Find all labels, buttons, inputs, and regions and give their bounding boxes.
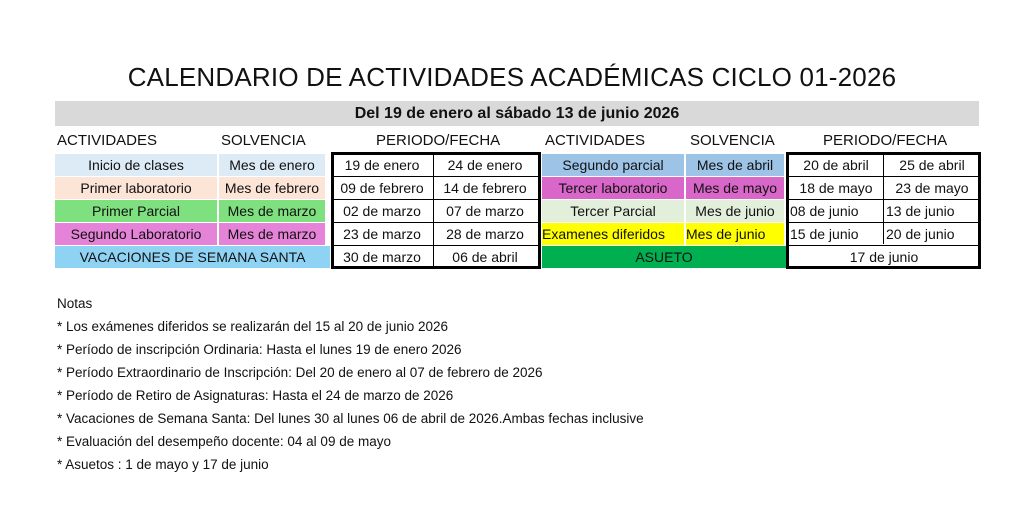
note-item: * Asuetos : 1 de mayo y 17 de junio: [57, 457, 269, 472]
date-start-cell: 19 de enero: [344, 157, 420, 173]
date-start-cell: 08 de junio: [790, 203, 859, 219]
solvencia-cell: Mes de marzo: [219, 200, 325, 222]
solvencia-cell: Mes de marzo: [219, 223, 325, 245]
vacaciones-end-cell: 06 de abril: [452, 249, 518, 265]
header-actividades-right: ACTIVIDADES: [545, 132, 646, 149]
grid-line: [786, 245, 981, 246]
date-end-cell: 14 de febrero: [443, 180, 527, 196]
grid-line: [331, 199, 541, 200]
activity-cell: Primer Parcial: [55, 200, 217, 222]
date-end-cell: 23 de mayo: [895, 180, 969, 196]
notes-heading: Notas: [57, 296, 93, 311]
activity-cell: Examenes diferidos: [542, 223, 684, 245]
grid-line: [433, 152, 434, 269]
note-item: * Período Extraordinario de Inscripción: Del 20 de enero al 07 de febrero de 2026: [57, 365, 543, 380]
note-item: * Período de inscripción Ordinaria: Hasta el lunes 19 de enero 2026: [57, 342, 462, 357]
vacaciones-start-cell: 30 de marzo: [343, 249, 421, 265]
grid-line: [331, 176, 541, 177]
date-end-cell: 28 de marzo: [446, 226, 524, 242]
date-start-cell: 18 de mayo: [799, 180, 873, 196]
date-start-cell: 09 de febrero: [340, 180, 424, 196]
activity-cell: Segundo parcial: [542, 154, 684, 176]
grid-line: [331, 245, 541, 246]
note-item: * Vacaciones de Semana Santa: Del lunes 30 al lunes 06 de abril de 2026.Ambas fechas inclusive: [57, 411, 644, 426]
solvencia-cell: Mes de enero: [219, 154, 325, 176]
vacaciones-cell: VACACIONES DE SEMANA SANTA: [55, 246, 330, 268]
page-title: CALENDARIO DE ACTIVIDADES ACADÉMICAS CICLO 01-2026: [127, 62, 897, 92]
note-item: * Evaluación del desempeño docente: 04 al 09 de mayo: [57, 434, 391, 449]
header-solvencia-right: SOLVENCIA: [690, 132, 775, 149]
asueto-date-cell: 17 de junio: [849, 249, 919, 265]
note-item: * Período de Retiro de Asignaturas: Hasta el 24 de marzo de 2026: [57, 388, 454, 403]
subtitle-banner: Del 19 de enero al sábado 13 de junio 2026: [55, 101, 979, 126]
grid-line: [331, 222, 541, 223]
activity-cell: Tercer Parcial: [542, 200, 684, 222]
date-start-cell: 20 de abril: [803, 157, 869, 173]
solvencia-cell: Mes de junio: [686, 223, 784, 245]
date-start-cell: 15 de junio: [790, 226, 859, 242]
date-end-cell: 24 de enero: [447, 157, 523, 173]
date-start-cell: 23 de marzo: [343, 226, 421, 242]
activity-cell: Inicio de clases: [55, 154, 217, 176]
solvencia-cell: Mes de junio: [686, 200, 784, 222]
solvencia-cell: Mes de febrero: [219, 177, 325, 199]
activity-cell: Segundo Laboratorio: [55, 223, 217, 245]
notes-section: [57, 292, 644, 476]
date-start-cell: 02 de marzo: [343, 203, 421, 219]
date-end-cell: 20 de junio: [886, 226, 955, 242]
header-periodo-left: PERIODO/FECHA: [376, 132, 501, 149]
activity-cell: Primer laboratorio: [55, 177, 217, 199]
header-solvencia-left: SOLVENCIA: [221, 132, 306, 149]
activity-cell: Tercer laboratorio: [542, 177, 684, 199]
header-periodo-right: PERIODO/FECHA: [823, 132, 948, 149]
solvencia-cell: Mes de abril: [686, 154, 784, 176]
date-end-cell: 25 de abril: [899, 157, 965, 173]
grid-line: [883, 152, 884, 244]
header-actividades-left: ACTIVIDADES: [57, 132, 158, 149]
note-item: * Los exámenes diferidos se realizarán del 15 al 20 de junio 2026: [57, 319, 449, 334]
date-end-cell: 13 de junio: [886, 203, 955, 219]
date-end-cell: 07 de marzo: [446, 203, 524, 219]
solvencia-cell: Mes de mayo: [686, 177, 784, 199]
asueto-cell: ASUETO: [542, 246, 786, 268]
